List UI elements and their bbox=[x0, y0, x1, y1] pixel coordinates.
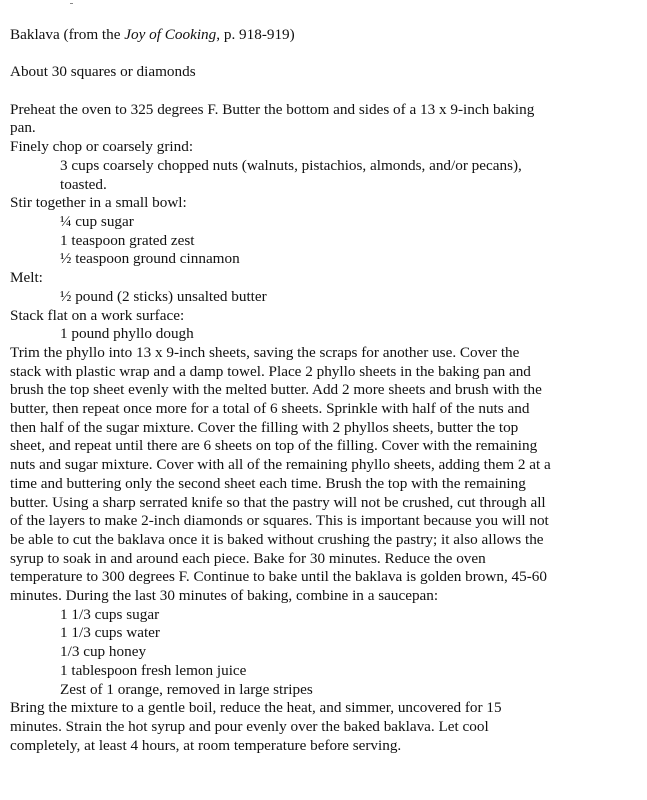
step-heading-melt: Melt: bbox=[10, 269, 43, 287]
ingredient-phyllo: 1 pound phyllo dough bbox=[60, 325, 194, 343]
step-heading-stack: Stack flat on a work surface: bbox=[10, 306, 185, 324]
method-line: of the layers to make 2-inch diamonds or squares. This is important because you will not bbox=[10, 512, 549, 530]
method-line: then half of the sugar mixture. Cover the filling with 2 phyllos sheets, butter the top bbox=[10, 418, 519, 436]
title-prefix: Baklava (from the bbox=[10, 26, 125, 43]
method-line: be able to cut the baklava once it is baked without crushing the pastry; it also allows the bbox=[10, 530, 544, 548]
step-heading-chop: Finely chop or coarsely grind: bbox=[10, 138, 194, 156]
ingredient-cinnamon: ½ teaspoon ground cinnamon bbox=[60, 250, 240, 268]
ingredient-nuts-cont: toasted. bbox=[60, 175, 107, 193]
syrup-orange-zest: Zest of 1 orange, removed in large stripes bbox=[60, 680, 313, 698]
finish-line: Bring the mixture to a gentle boil, reduce the heat, and simmer, uncovered for 15 bbox=[10, 699, 502, 717]
recipe-document bbox=[10, 26, 642, 755]
spacer bbox=[10, 45, 642, 64]
method-line: stack with plastic wrap and a damp towel. Place 2 phyllo sheets in the baking pan and bbox=[10, 362, 531, 380]
text-line: Preheat the oven to 325 degrees F. Butter the bottom and sides of a 13 x 9-inch baking bbox=[10, 100, 535, 118]
method-line: butter. Using a sharp serrated knife so that the pastry will not be crushed, cut through all bbox=[10, 493, 546, 511]
syrup-lemon: 1 tablespoon fresh lemon juice bbox=[60, 661, 247, 679]
recipe-yield: About 30 squares or diamonds bbox=[10, 63, 196, 81]
recipe-title bbox=[10, 26, 642, 45]
finish-line: completely, at least 4 hours, at room temperature before serving. bbox=[10, 736, 402, 754]
finish-line: minutes. Strain the hot syrup and pour evenly over the baked baklava. Let cool bbox=[10, 717, 489, 735]
step-heading-stir: Stir together in a small bowl: bbox=[10, 194, 187, 212]
syrup-sugar: 1 1/3 cups sugar bbox=[60, 605, 160, 623]
method-line: minutes. During the last 30 minutes of baking, combine in a saucepan: bbox=[10, 587, 439, 605]
ingredient-butter: ½ pound (2 sticks) unsalted butter bbox=[60, 287, 267, 305]
method-line: brush the top sheet evenly with the melted butter. Add 2 more sheets and brush with the bbox=[10, 381, 542, 399]
ingredient-sugar: ¼ cup sugar bbox=[60, 213, 134, 230]
method-line: Trim the phyllo into 13 x 9-inch sheets, saving the scraps for another use. Cover the bbox=[10, 343, 520, 361]
method-line: time and buttering only the second sheet each time. Brush the top with the remaining bbox=[10, 474, 526, 492]
method-line: butter, then repeat once more for a total of 6 sheets. Sprinkle with half of the nuts and bbox=[10, 400, 530, 418]
text-line: pan. bbox=[10, 119, 36, 137]
title-book: Joy of Cooking bbox=[124, 26, 217, 43]
ingredient-nuts: 3 cups coarsely chopped nuts (walnuts, pistachios, almonds, and/or pecans), bbox=[60, 156, 522, 174]
method-line: temperature to 300 degrees F. Continue to bake until the baklava is golden brown, 45-60 bbox=[10, 568, 547, 586]
syrup-water: 1 1/3 cups water bbox=[60, 624, 160, 642]
ingredient-zest: 1 teaspoon grated zest bbox=[60, 231, 195, 249]
scan-speck bbox=[70, 3, 73, 4]
method-line: syrup to soak in and around each piece. Bake for 30 minutes. Reduce the oven bbox=[10, 549, 486, 567]
syrup-honey: 1/3 cup honey bbox=[60, 643, 147, 661]
title-suffix: , p. 918-919) bbox=[216, 26, 295, 43]
method-line: sheet, and repeat until there are 6 sheets on top of the filling. Cover with the remaining bbox=[10, 437, 538, 455]
method-line: nuts and sugar mixture. Cover with all of the remaining phyllo sheets, adding them 2 at a bbox=[10, 456, 551, 474]
spacer bbox=[10, 82, 642, 101]
